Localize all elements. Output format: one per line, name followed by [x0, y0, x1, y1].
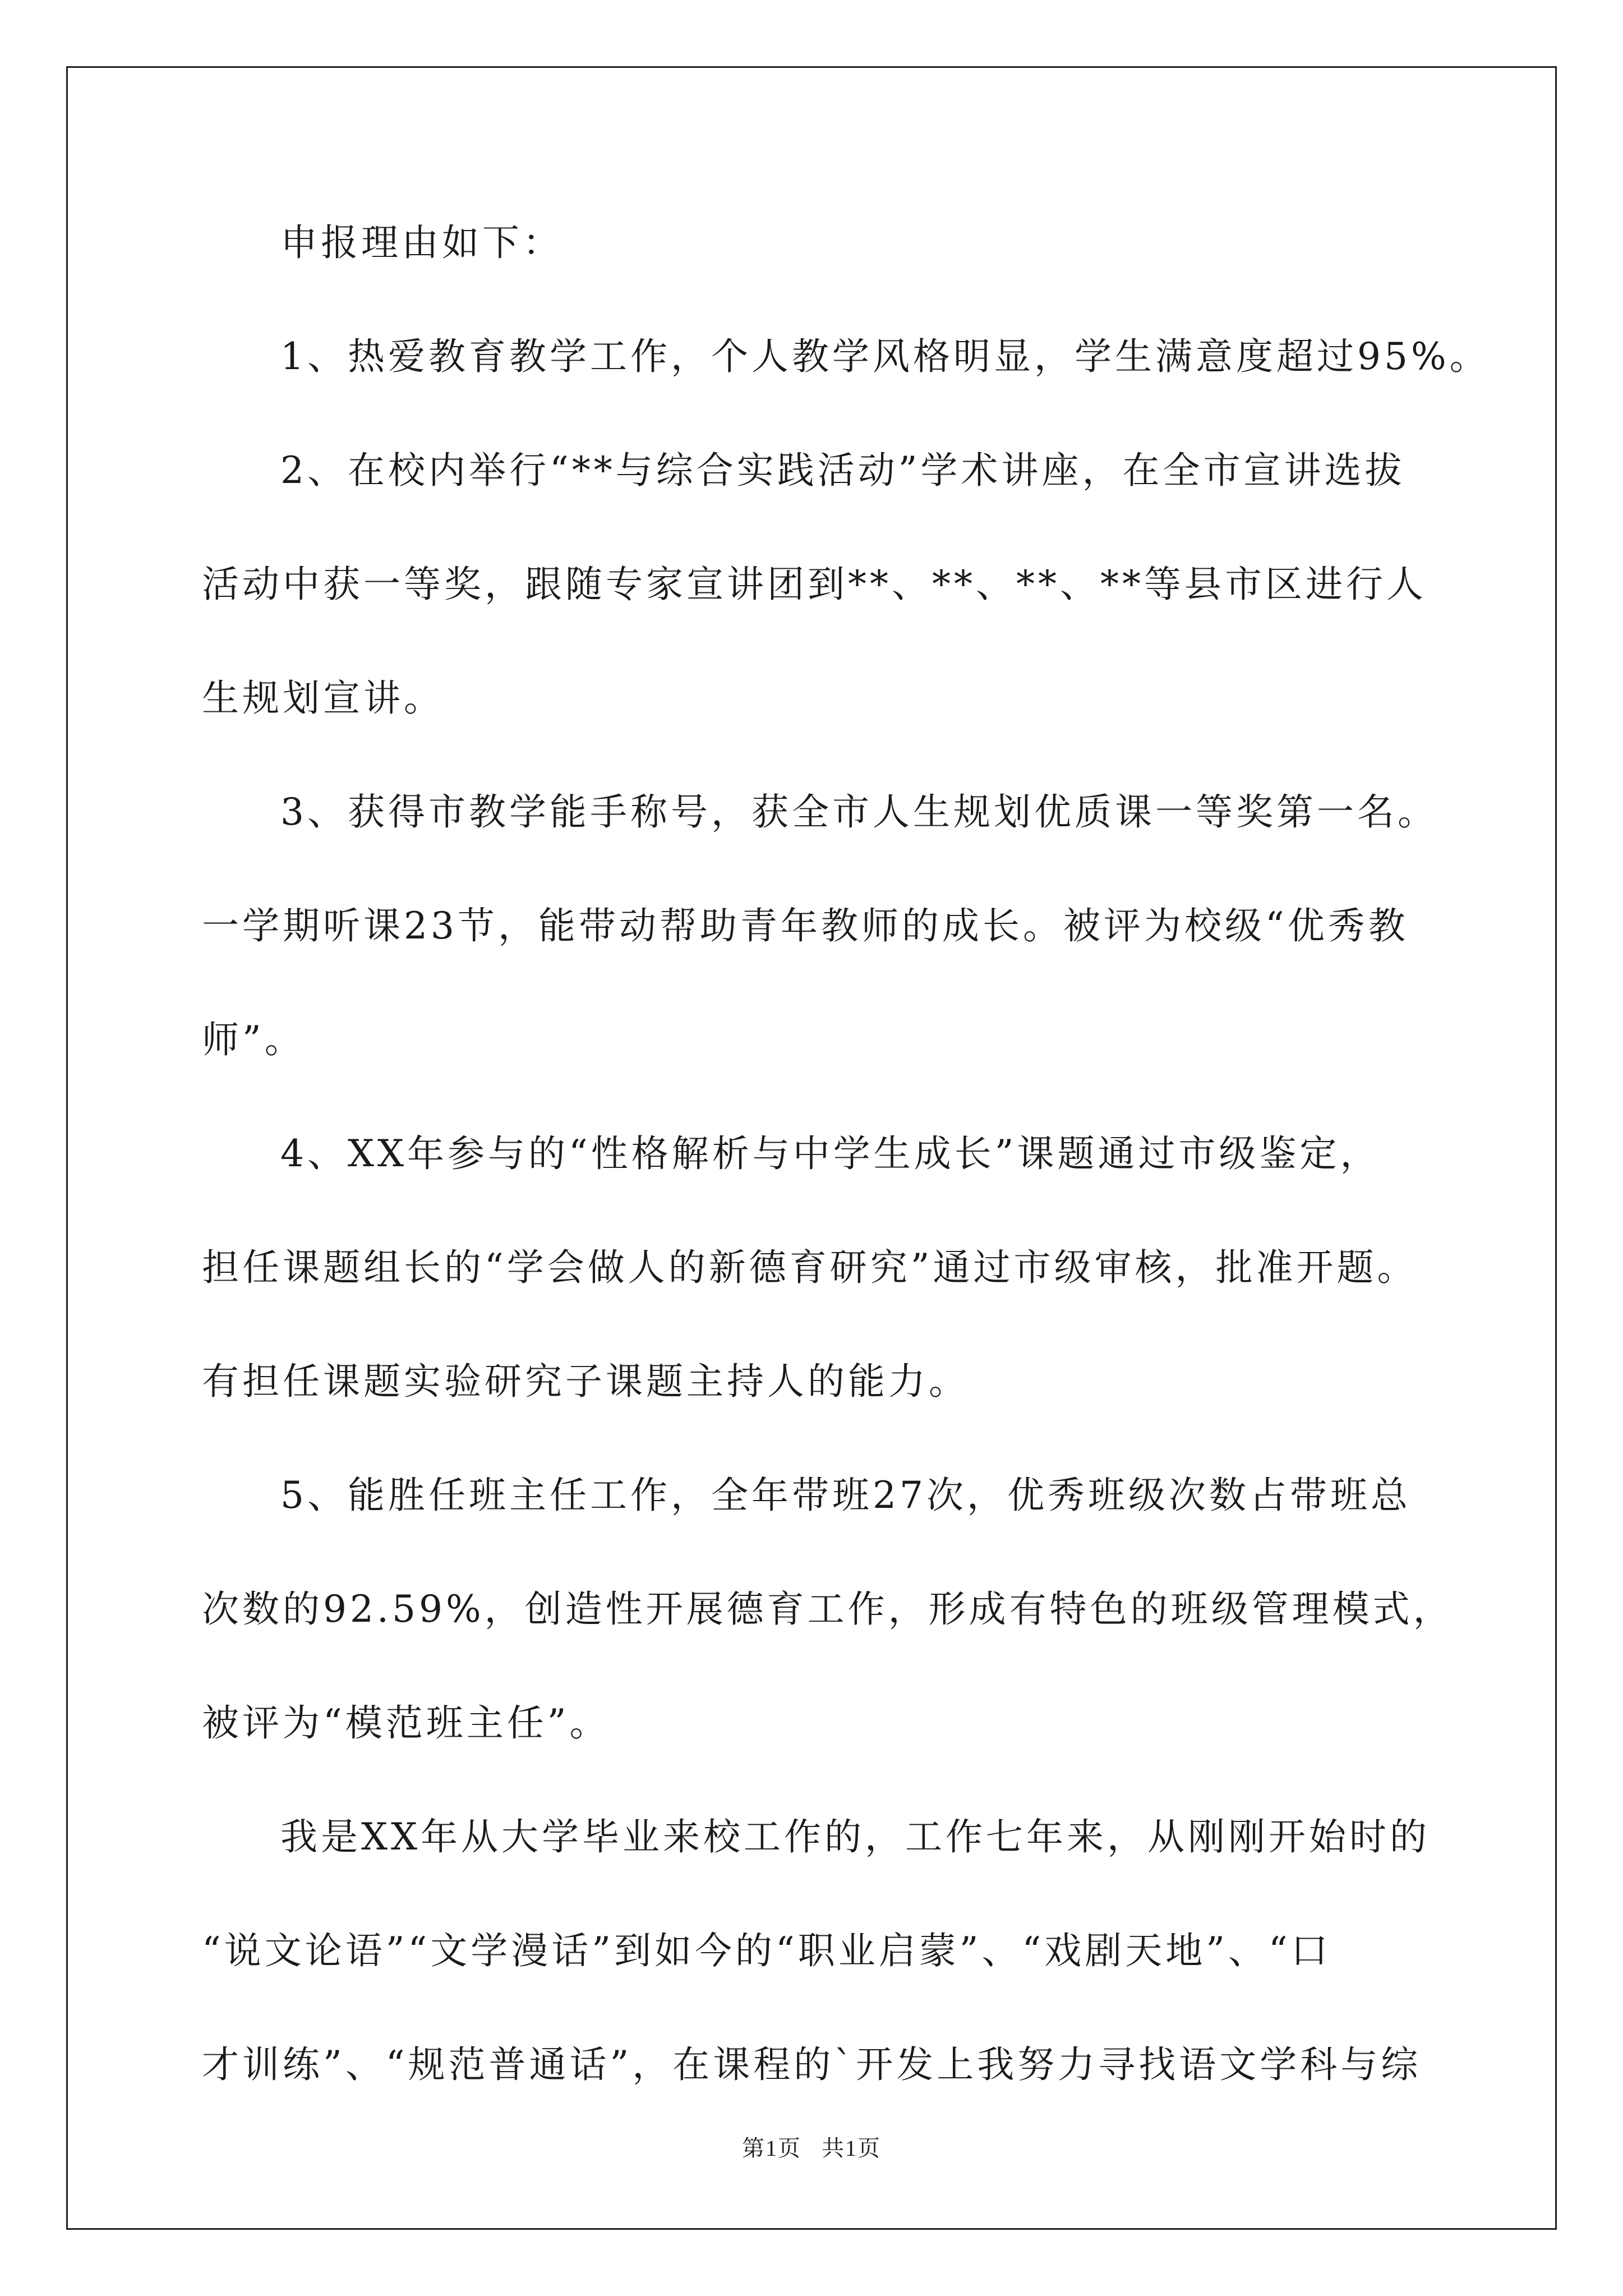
text-line: “说文论语”“文学漫话”到如今的“职业启蒙”、“戏剧天地”、“口 [202, 1929, 1331, 1972]
text-line: 申报理由如下： [280, 221, 563, 264]
text-line: 5、能胜任班主任工作，全年带班27次，优秀班级次数占带班总 [280, 1474, 1411, 1517]
text-line: 1、热爱教育教学工作，个人教学风格明显，学生满意度超过95%。 [280, 335, 1490, 378]
text-line: 3、获得市教学能手称号，获全市人生规划优质课一等奖第一名。 [280, 790, 1438, 834]
text-line: 次数的92.59%，创造性开展德育工作，形成有特色的班级管理模式， [202, 1588, 1454, 1631]
text-line: 活动中获一等奖，跟随专家宣讲团到**、**、**、**等县市区进行人 [202, 563, 1427, 606]
text-line: 我是XX年从大学毕业来校工作的，工作七年来，从刚刚开始时的 [280, 1815, 1430, 1858]
text-line: 师”。 [202, 1018, 305, 1061]
text-line: 4、XX年参与的“性格解析与中学生成长”课题通过市级鉴定， [280, 1132, 1381, 1175]
text-line: 被评为“模范班主任”。 [202, 1701, 610, 1745]
page-number-footer: 第1页 共1页 [742, 2136, 881, 2161]
text-line: 才训练”、“规范普通话”，在课程的`开发上我努力寻找语文学科与综 [202, 2043, 1422, 2086]
text-line: 一学期听课23节，能带动帮助青年教师的成长。被评为校级“优秀教 [202, 904, 1409, 947]
text-line: 2、在校内举行“**与综合实践活动”学术讲座，在全市宣讲选拔 [280, 449, 1405, 492]
text-line: 有担任课题实验研究子课题主持人的能力。 [202, 1360, 969, 1403]
text-line: 生规划宣讲。 [202, 677, 444, 720]
text-line: 担任课题组长的“学会做人的新德育研究”通过市级审核，批准开题。 [202, 1246, 1418, 1289]
